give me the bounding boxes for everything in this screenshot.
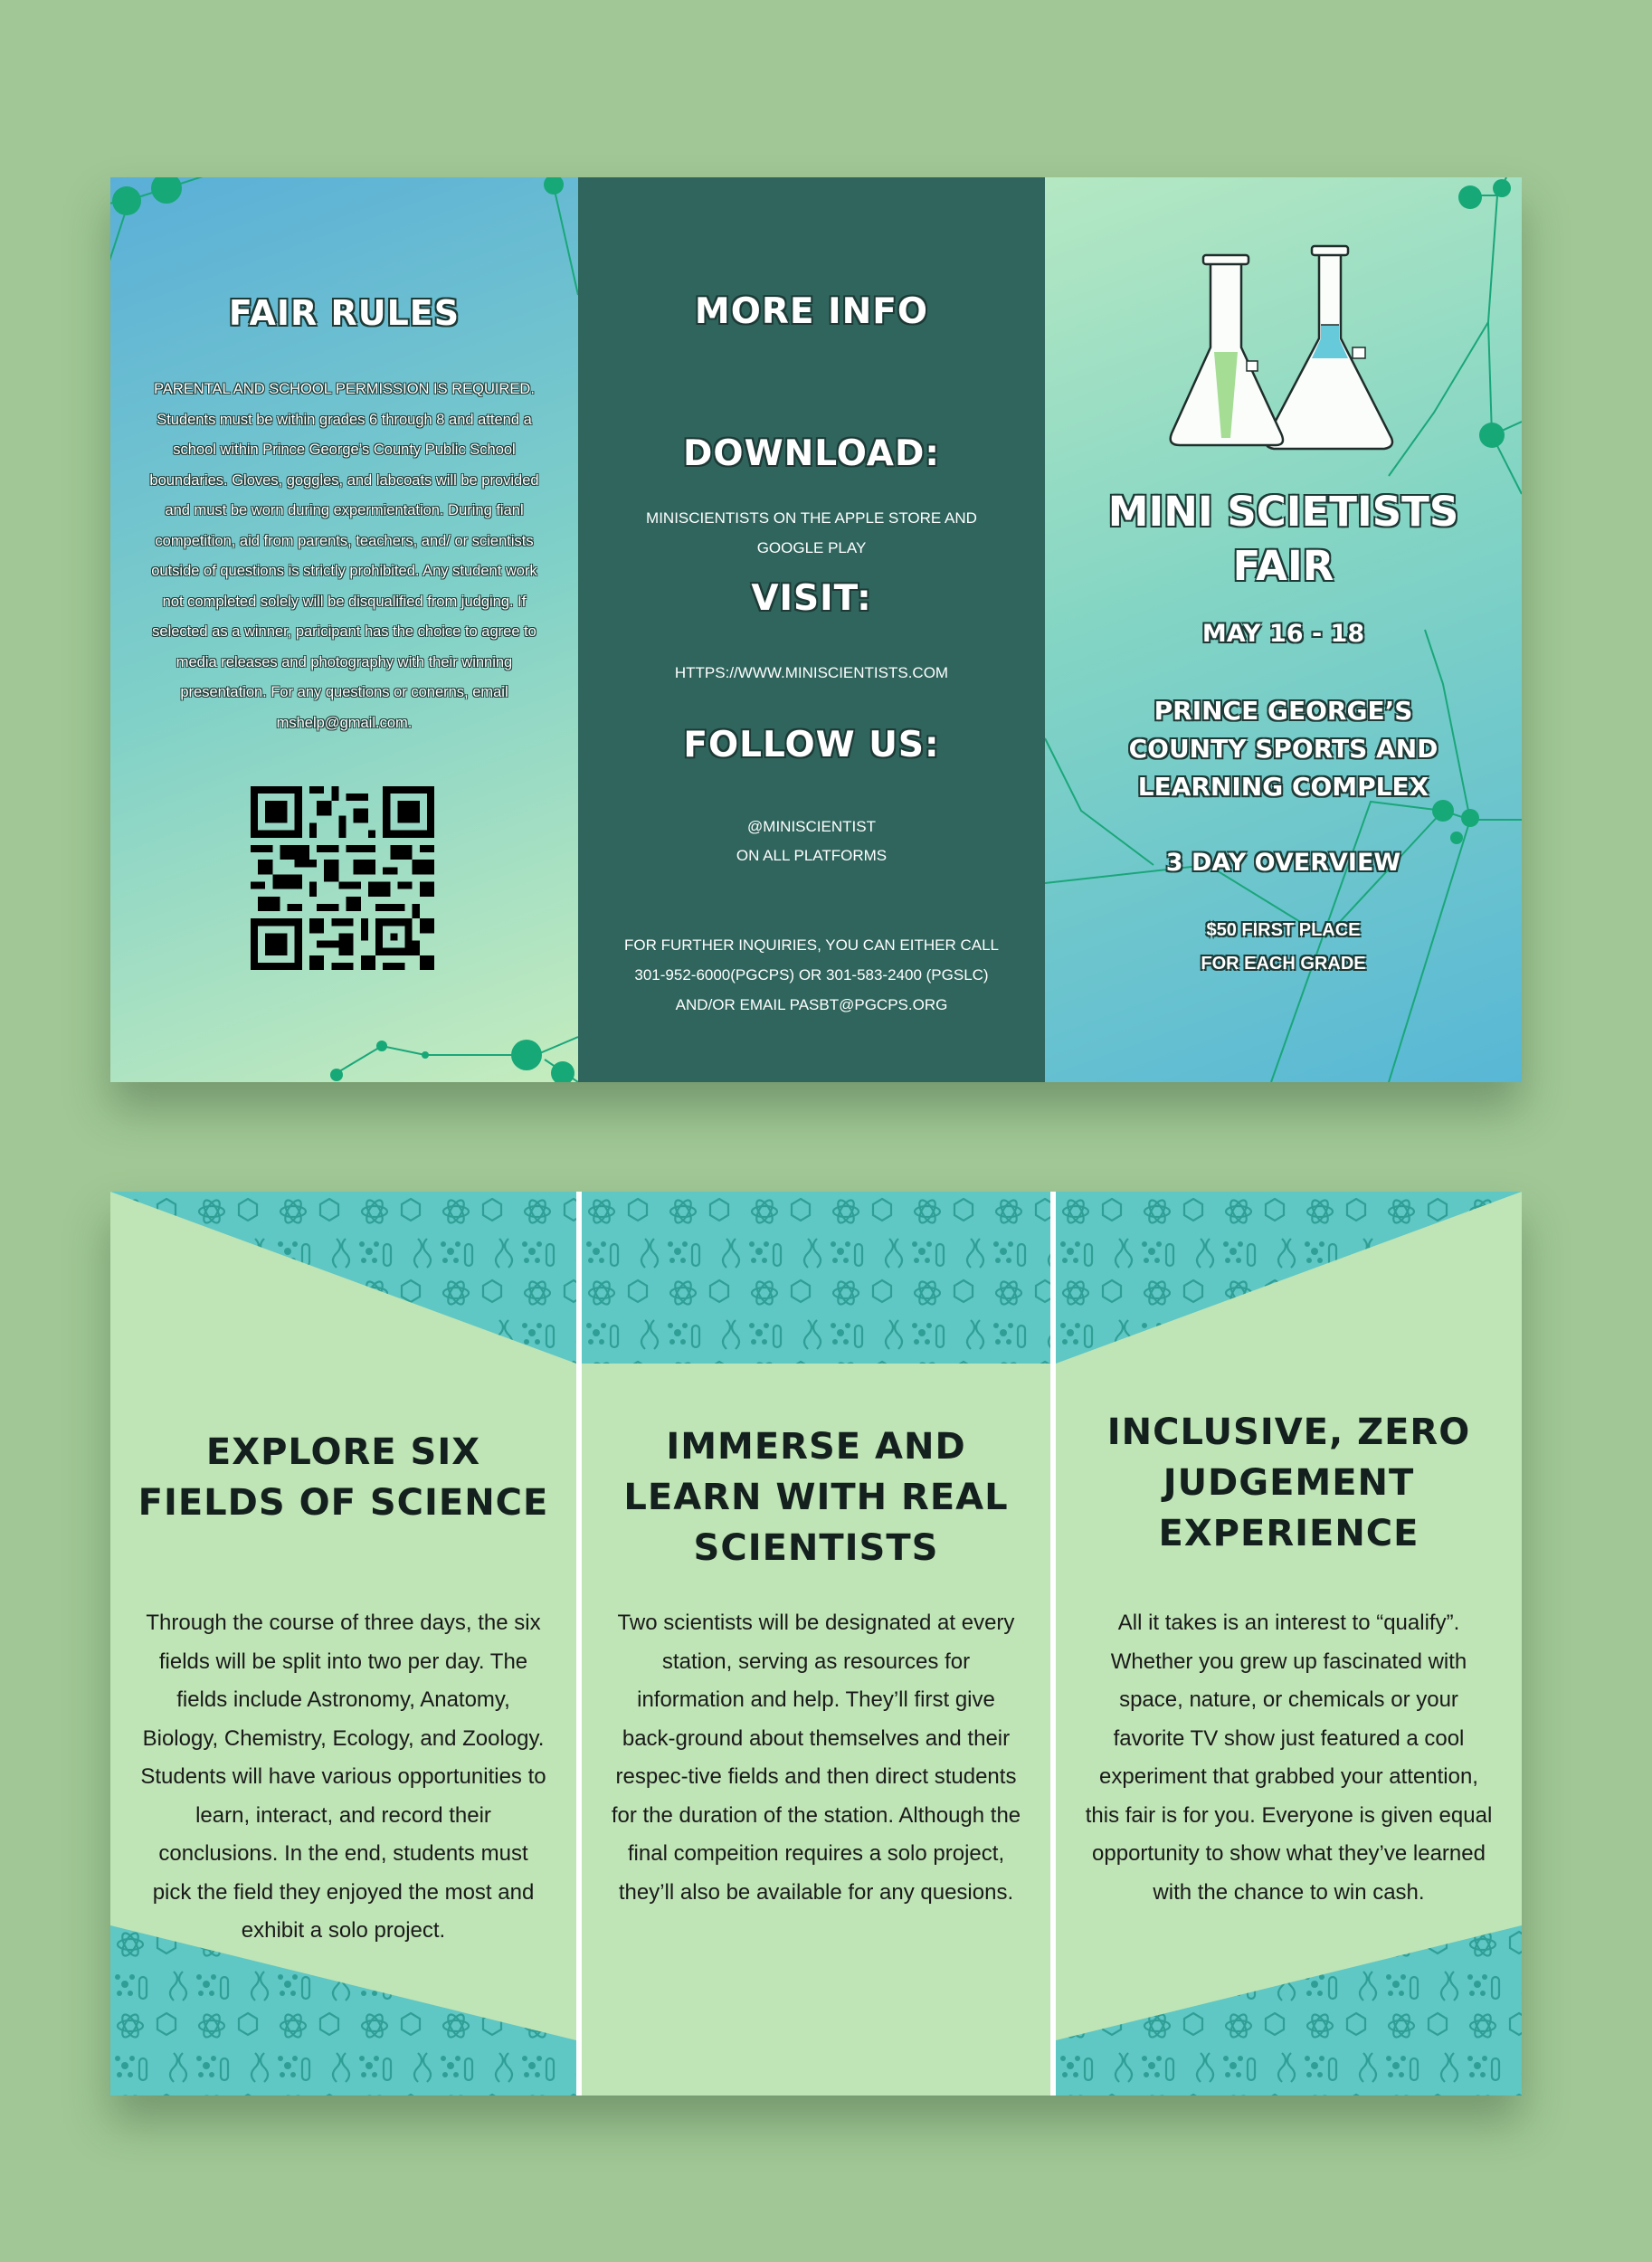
immerse-panel [582, 1192, 1050, 2096]
inclusive-title-line3: EXPERIENCE [1158, 1513, 1419, 1554]
download-heading: DOWNLOAD: [683, 433, 940, 474]
prize-line2: FOR EACH GRADE [1201, 954, 1366, 974]
brochure-inside [110, 1192, 1522, 2096]
inclusive-title-line1: INCLUSIVE, ZERO [1106, 1411, 1471, 1453]
explore-body: Through the course of three days, the six fields will be split into two per day. The fields include Astronomy, Anatomy, Biology, Chemistry, Ecology, and Zoology. Students will have various opportunities to learn, interact, and record their conclusions. In the end, students must pick the field they enjoyed the most and exhibit a solo project. [140, 1611, 546, 1943]
social-platforms: ON ALL PLATFORMS [736, 847, 888, 864]
more-info-title: MORE INFO [694, 291, 929, 332]
social-handle: @MINISCIENTIST [747, 818, 876, 835]
venue-line2: COUNTY SPORTS AND [1128, 734, 1438, 764]
inclusive-title-line2: JUDGEMENT [1163, 1462, 1415, 1504]
fair-rules-title: FAIR RULES [228, 293, 460, 333]
cover-panel [1045, 177, 1522, 1082]
inquiries-text: FOR FURTHER INQUIRIES, YOU CAN EITHER CALL 301-952-6000(PGCPS) OR 301-583-2400 (PGSLC) AND/OR EMAIL PASBT@PGCPS.ORG [623, 936, 1000, 1013]
event-title-line1: MINI SCIETISTS [1107, 488, 1459, 536]
visit-heading: VISIT: [751, 578, 872, 619]
immerse-title-line1: IMMERSE AND [666, 1426, 966, 1468]
venue-line3: LEARNING COMPLEX [1137, 772, 1429, 802]
flasks-icon [1167, 212, 1407, 451]
qr-code[interactable] [251, 786, 434, 970]
immerse-title-line2: LEARN WITH REAL [623, 1477, 1009, 1518]
fair-rules-panel [110, 177, 578, 1082]
event-title-line2: FAIR [1232, 542, 1334, 590]
explore-title-line1: EXPLORE SIX [205, 1431, 481, 1473]
inclusive-panel [1056, 1192, 1522, 2096]
venue-line1: PRINCE GEORGE’S [1154, 696, 1413, 726]
immerse-title-line3: SCIENTISTS [693, 1527, 939, 1569]
brochure-outside [110, 177, 1522, 1082]
more-info-panel [578, 177, 1045, 1082]
inclusive-body: All it takes is an interest to “qualify”. Whether you grew up fascinated with space, nature, or chemicals or your favorite TV show just featured a cool experiment that grabbed your attention, this fair is for you. Everyone is given equal opportunity to show what they’ve learned with the chance to win cash. [1085, 1611, 1493, 1905]
explore-title-line2: FIELDS OF SCIENCE [138, 1482, 549, 1524]
event-dates: MAY 16 - 18 [1201, 620, 1365, 648]
fair-rules-body: PARENTAL AND SCHOOL PERMISSION IS REQUIRED. Students must be within grades 6 through 8 and attend a school within Prince George’s County Public School boundaries. Gloves, goggles, and labcoats will be provided and must be worn during expermientation. During fianl competition, aid from parents, teachers, and/ or scientists outside of questions is strictly prohibited. Any student work not completed solely will be disqualified from judging. If selected as a winner, paricipant has the choice to agree to media releases and photography with their winning presentation. For any questions or conerns, email mshelp@gmail.com. [149, 381, 539, 731]
overview-label: 3 DAY OVERVIEW [1165, 849, 1401, 877]
immerse-body: Two scientists will be designated at every station, serving as resources for information and help. They’ll first give back-ground about themselves and their respec-tive fields and then direct students for the duration of the station. Although the final compeition requires a solo project, they’ll also be available for any quesions. [611, 1611, 1021, 1905]
prize-line1: $50 FIRST PLACE [1206, 920, 1361, 940]
visit-link[interactable]: HTTPS://WWW.MINISCIENTISTS.COM [674, 664, 949, 681]
download-text: MINISCIENTISTS ON THE APPLE STORE AND GOOGLE PLAY [646, 509, 977, 556]
follow-us-heading: FOLLOW US: [683, 725, 940, 765]
explore-panel [110, 1192, 576, 2096]
